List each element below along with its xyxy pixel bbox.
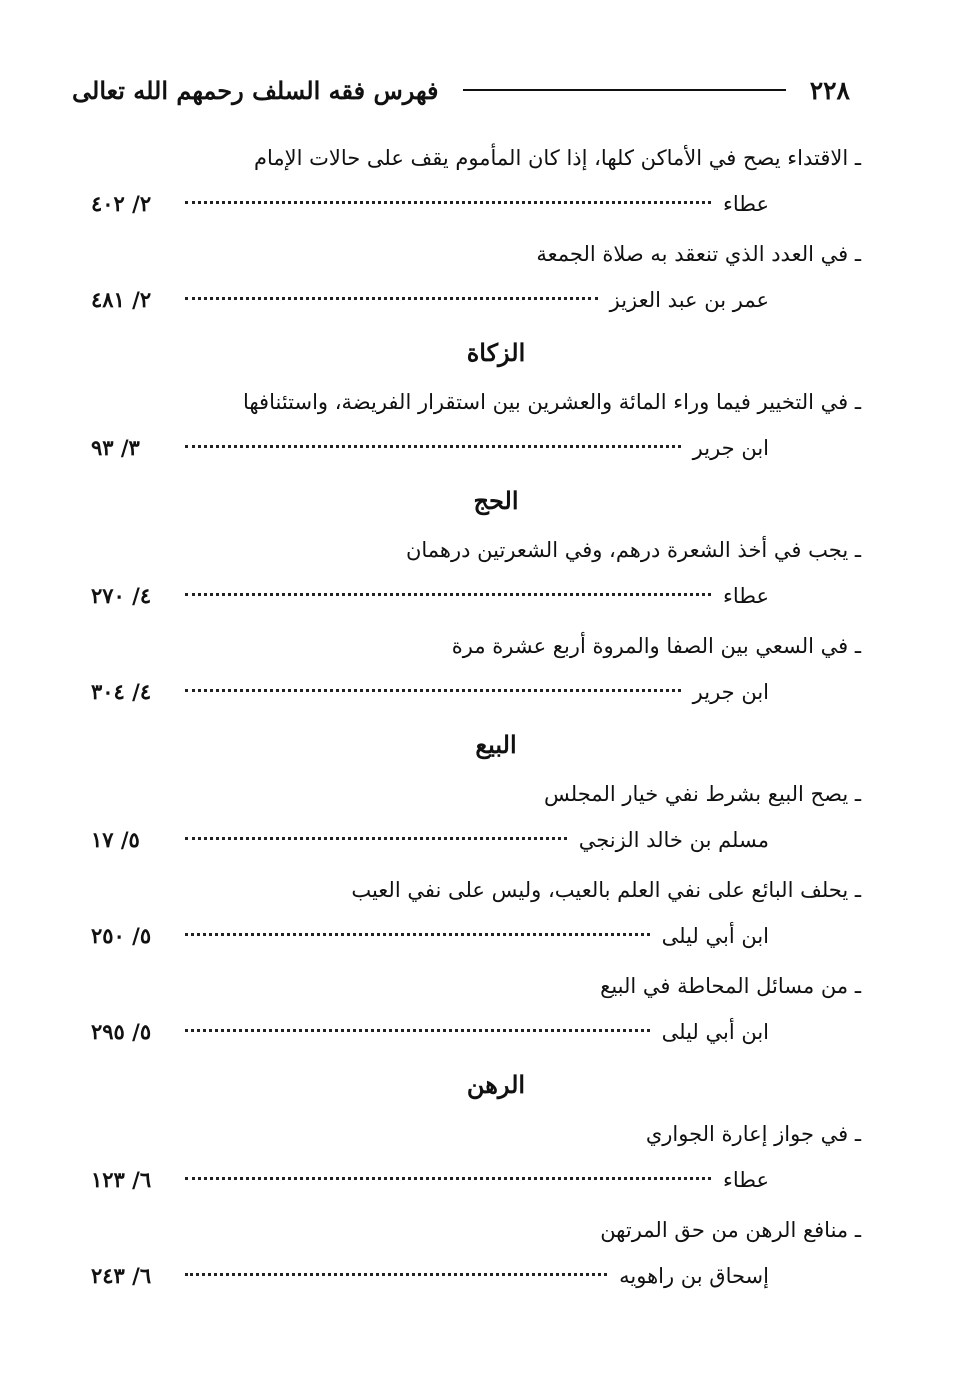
entry-topic: ـ يجب في أخذ الشعرة درهم، وفي الشعرتين درهمان bbox=[405, 538, 861, 562]
dot-leader bbox=[185, 837, 567, 840]
index-entries bbox=[71, 132, 861, 1310]
entry-location: ٢/ ٤٠٢ bbox=[91, 191, 152, 216]
dot-leader bbox=[185, 201, 711, 204]
dot-leader bbox=[185, 297, 598, 300]
entry-reference bbox=[91, 824, 769, 856]
running-title: فهرس فقه السلف رحمهم الله تعالى bbox=[72, 75, 439, 105]
entry-reference bbox=[91, 1016, 769, 1048]
dot-leader bbox=[185, 1273, 607, 1276]
entry-location: ٥/ ١٧ bbox=[91, 827, 140, 852]
dot-leader bbox=[185, 1177, 711, 1180]
entry-topic: ـ في السعي بين الصفا والمروة أربع عشرة مرة bbox=[451, 634, 861, 658]
page-number: ٢٢٨ bbox=[809, 75, 850, 105]
entry-topic: ـ في العدد الذي تنعقد به صلاة الجمعة bbox=[536, 242, 861, 266]
entry-location: ٥/ ٢٩٥ bbox=[91, 1019, 152, 1044]
entry-topic: ـ يحلف البائع على نفي العلم بالعيب، وليس على نفي العيب bbox=[351, 878, 861, 902]
dot-leader bbox=[185, 1029, 650, 1032]
entry-author: ابن جرير bbox=[692, 436, 769, 460]
section-heading: الرهن bbox=[466, 1070, 526, 1099]
entry-topic: ـ يصح البيع بشرط نفي خيار المجلس bbox=[544, 782, 861, 806]
entry-author: إسحاق بن راهويه bbox=[619, 1264, 769, 1288]
entry-location: ٤/ ٣٠٤ bbox=[91, 679, 152, 704]
entry-author: مسلم بن خالد الزنجي bbox=[578, 828, 769, 852]
entry-reference bbox=[91, 1260, 769, 1292]
entry-topic: ـ في التخيير فيما وراء المائة والعشرين بين استقرار الفريضة، واستئنافها bbox=[242, 390, 861, 414]
entry-author: ابن جرير bbox=[692, 680, 769, 704]
entry-location: ٦/ ١٢٣ bbox=[91, 1167, 152, 1192]
entry-location: ٣/ ٩٣ bbox=[91, 435, 140, 460]
entry-reference bbox=[91, 1164, 769, 1196]
entry-reference bbox=[91, 580, 769, 612]
entry-author: عمر بن عبد العزيز bbox=[609, 288, 769, 312]
entry-reference bbox=[91, 920, 769, 952]
section-heading: الزكاة bbox=[466, 338, 526, 367]
entry-topic: ـ في جواز إعارة الجواري bbox=[645, 1122, 861, 1146]
entry-reference bbox=[91, 676, 769, 708]
dot-leader bbox=[185, 689, 681, 692]
dot-leader bbox=[185, 593, 711, 596]
entry-author: عطاء bbox=[722, 1168, 769, 1192]
entry-topic: ـ الاقتداء يصح في الأماكن كلها، إذا كان المأموم يقف على حالات الإمام bbox=[253, 146, 861, 170]
header-rule bbox=[463, 89, 786, 91]
section-heading: البيع bbox=[475, 730, 517, 759]
entry-topic: ـ من مسائل المحاطة في البيع bbox=[600, 974, 861, 998]
entry-location: ٤/ ٢٧٠ bbox=[91, 583, 152, 608]
entry-reference bbox=[91, 432, 769, 464]
entry-reference bbox=[91, 284, 769, 316]
entry-author: ابن أبي ليلى bbox=[661, 924, 769, 948]
entry-location: ٦/ ٢٤٣ bbox=[91, 1263, 152, 1288]
entry-author: ابن أبي ليلى bbox=[661, 1020, 769, 1044]
dot-leader bbox=[185, 445, 681, 448]
section-heading: الحج bbox=[473, 486, 519, 515]
entry-location: ٢/ ٤٨١ bbox=[91, 287, 152, 312]
dot-leader bbox=[185, 933, 650, 936]
entry-location: ٥/ ٢٥٠ bbox=[91, 923, 152, 948]
entry-author: عطاء bbox=[722, 584, 769, 608]
entry-author: عطاء bbox=[722, 192, 769, 216]
entry-topic: ـ منافع الرهن من حق المرتهن bbox=[600, 1218, 861, 1242]
entry-reference bbox=[91, 188, 769, 220]
running-header bbox=[72, 70, 850, 110]
